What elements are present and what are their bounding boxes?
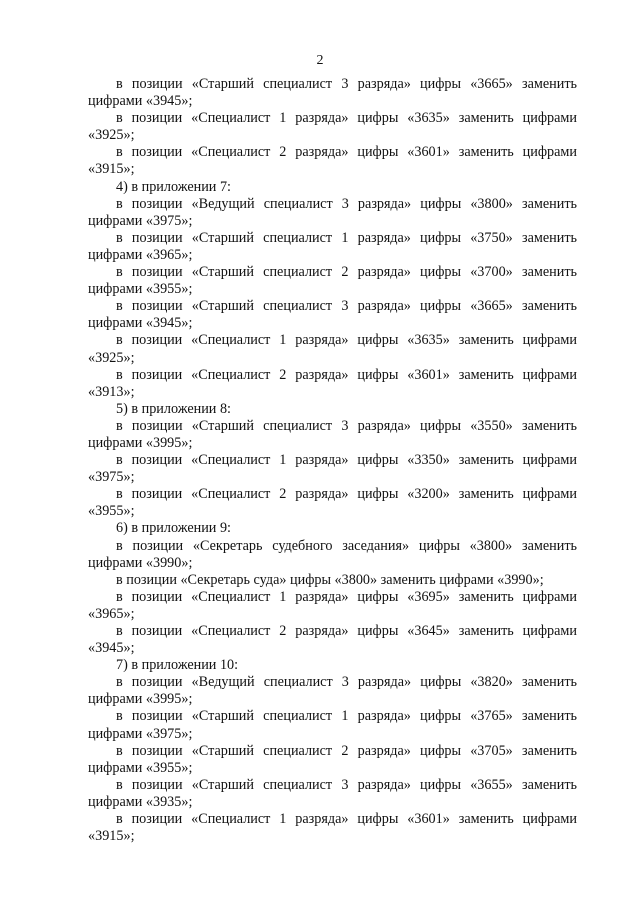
paragraph: в позиции «Ведущий специалист 3 разряда» цифры «3820» заменить цифрами «3995»; (88, 674, 577, 708)
section-heading: 4) в приложении 7: (116, 178, 231, 195)
paragraph: в позиции «Секретарь судебного заседания» цифры «3800» заменить цифрами «3990»; (88, 537, 577, 571)
paragraph: в позиции «Специалист 1 разряда» цифры «3635» заменить цифрами «3925»; (88, 110, 577, 144)
paragraph: в позиции «Старший специалист 3 разряда» цифры «3665» заменить цифрами «3945»; (88, 298, 577, 332)
section-heading: 5) в приложении 8: (116, 400, 231, 417)
paragraph: в позиции «Секретарь суда» цифры «3800» заменить цифрами «3990»; (116, 571, 544, 588)
section-heading: 7) в приложении 10: (116, 657, 239, 674)
paragraph: в позиции «Старший специалист 3 разряда» цифры «3550» заменить цифрами «3995»; (88, 417, 577, 451)
page-number: 2 (316, 53, 324, 68)
paragraph: в позиции «Старший специалист 3 разряда» цифры «3655» заменить цифрами «3935»; (88, 776, 577, 810)
paragraph: в позиции «Ведущий специалист 3 разряда» цифры «3800» заменить цифрами «3975»; (88, 195, 577, 229)
paragraph: в позиции «Специалист 1 разряда» цифры «3350» заменить цифрами «3975»; (88, 452, 577, 486)
paragraph: в позиции «Специалист 1 разряда» цифры «3635» заменить цифрами «3925»; (88, 332, 577, 366)
paragraph: в позиции «Старший специалист 1 разряда» цифры «3765» заменить цифрами «3975»; (88, 708, 577, 742)
section-heading: 6) в приложении 9: (116, 520, 231, 537)
paragraph: в позиции «Старший специалист 3 разряда» цифры «3665» заменить цифрами «3945»; (88, 76, 577, 110)
paragraph: в позиции «Старший специалист 2 разряда» цифры «3705» заменить цифрами «3955»; (88, 742, 577, 776)
paragraph: в позиции «Специалист 2 разряда» цифры «3601» заменить цифрами «3915»; (88, 144, 577, 178)
paragraph: в позиции «Старший специалист 1 разряда» цифры «3750» заменить цифрами «3965»; (88, 229, 577, 263)
paragraph: в позиции «Специалист 1 разряда» цифры «3601» заменить цифрами «3915»; (88, 811, 577, 845)
paragraph: в позиции «Старший специалист 2 разряда» цифры «3700» заменить цифрами «3955»; (88, 264, 577, 298)
paragraph: в позиции «Специалист 2 разряда» цифры «3645» заменить цифрами «3945»; (88, 623, 577, 657)
paragraph: в позиции «Специалист 2 разряда» цифры «3200» заменить цифрами «3955»; (88, 486, 577, 520)
document-body (88, 76, 577, 845)
paragraph: в позиции «Специалист 2 разряда» цифры «3601» заменить цифрами «3913»; (88, 366, 577, 400)
paragraph: в позиции «Специалист 1 разряда» цифры «3695» заменить цифрами «3965»; (88, 588, 577, 622)
